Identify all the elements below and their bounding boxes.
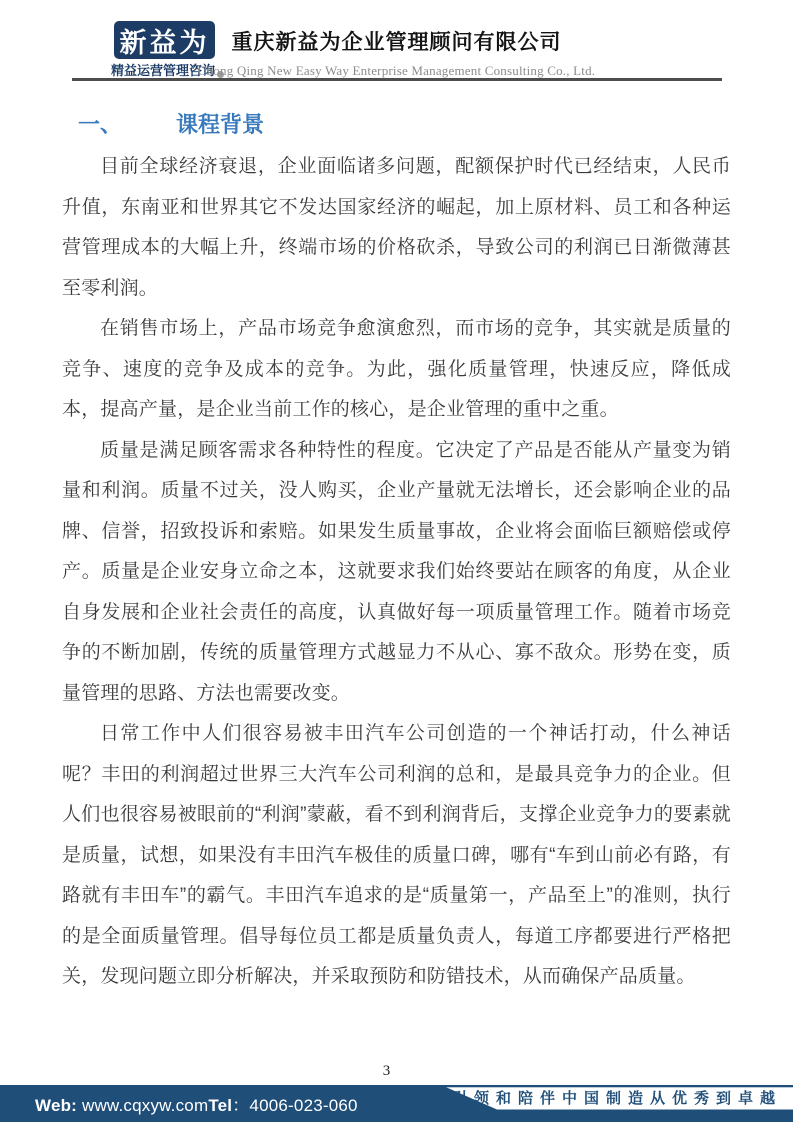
section-heading bbox=[62, 108, 731, 139]
paragraph: 在销售市场上，产品市场竞争愈演愈烈，而市场的竞争，其实就是质量的竞争、速度的竞争及成本的竞争。为此，强化质量管理，快速反应，降低成本，提高产量，是企业当前工作的核心，是企业管理的重中之重。 bbox=[62, 318, 731, 420]
section-number: 一、 bbox=[78, 112, 123, 137]
paragraph: 日常工作中人们很容易被丰田汽车公司创造的一个神话打动，什么神话呢？丰田的利润超过世界三大汽车公司利润的总和，是最具竞争力的企业。但人们也很容易被眼前的“利润”蒙蔽，看不到利润背后，支撑企业竞争力的要素就是质量，试想，如果没有丰田汽车极佳的质量口碑，哪有“车到山前必有路，有路就有丰田车”的霸气。丰田汽车追求的是“质量第一，产品至上”的准则，执行的是全面质量管理。倡导每位员工都是质量负责人，每道工序都要进行严格把关，发现问题立即分析解决，并采取预防和防错技术，从而确保产品质量。 bbox=[62, 723, 731, 987]
tel-label: Tel bbox=[208, 1096, 233, 1115]
paragraph-container bbox=[62, 147, 731, 998]
header-divider bbox=[72, 78, 722, 81]
company-name-block bbox=[0, 26, 793, 79]
page-footer bbox=[0, 1085, 793, 1122]
page-number: 3 bbox=[382, 1063, 391, 1079]
footer-contact bbox=[35, 1091, 358, 1116]
paragraph: 质量是满足顾客需求各种特性的程度。它决定了产品是否能从产量变为销量和利润。质量不过关，没人购买，企业产量就无法增长，还会影响企业的品牌、信誉，招致投诉和索赔。如果发生质量事故，企业将会面临巨额赔偿或停产。质量是企业安身立命之本，这就要求我们始终要站在顾客的角度，从企业自身发展和企业社会责任的高度，认真做好每一项质量管理工作。随着市场竞争的不断加剧，传统的质量管理方式越显力不从心、寡不敌众。形势在变，质量管理的思路、方法也需要改变。 bbox=[62, 439, 731, 704]
paragraph: 目前全球经济衰退，企业面临诸多问题，配额保护时代已经结束，人民币升值，东南亚和世界其它不发达国家经济的崛起，加上原材料、员工和各种运营管理成本的大幅上升，终端市场的价格砍杀，导致公司的利润已日渐微薄甚至零利润。 bbox=[62, 156, 731, 299]
company-name-cn: 重庆新益为企业管理顾问有限公司 bbox=[231, 31, 562, 54]
web-value: www.cqxyw.com bbox=[77, 1096, 209, 1115]
tel-value: ：4006-023-060 bbox=[232, 1096, 358, 1115]
page-number-wrap bbox=[0, 1062, 793, 1080]
company-name-en: Chong Qing New Easy Way Enterprise Management Consulting Co., Ltd. bbox=[197, 63, 596, 78]
web-label: Web: bbox=[35, 1096, 78, 1115]
document-body bbox=[0, 108, 793, 998]
logo-tagline: 精益运营管理咨询 bbox=[111, 63, 216, 78]
logo-wordmark: 新益为 bbox=[119, 27, 210, 58]
section-title: 课程背景 bbox=[176, 112, 265, 137]
footer-slogan: 引领和陪伴中国制造从优秀到卓越 bbox=[452, 1090, 783, 1107]
page-header bbox=[0, 0, 793, 82]
